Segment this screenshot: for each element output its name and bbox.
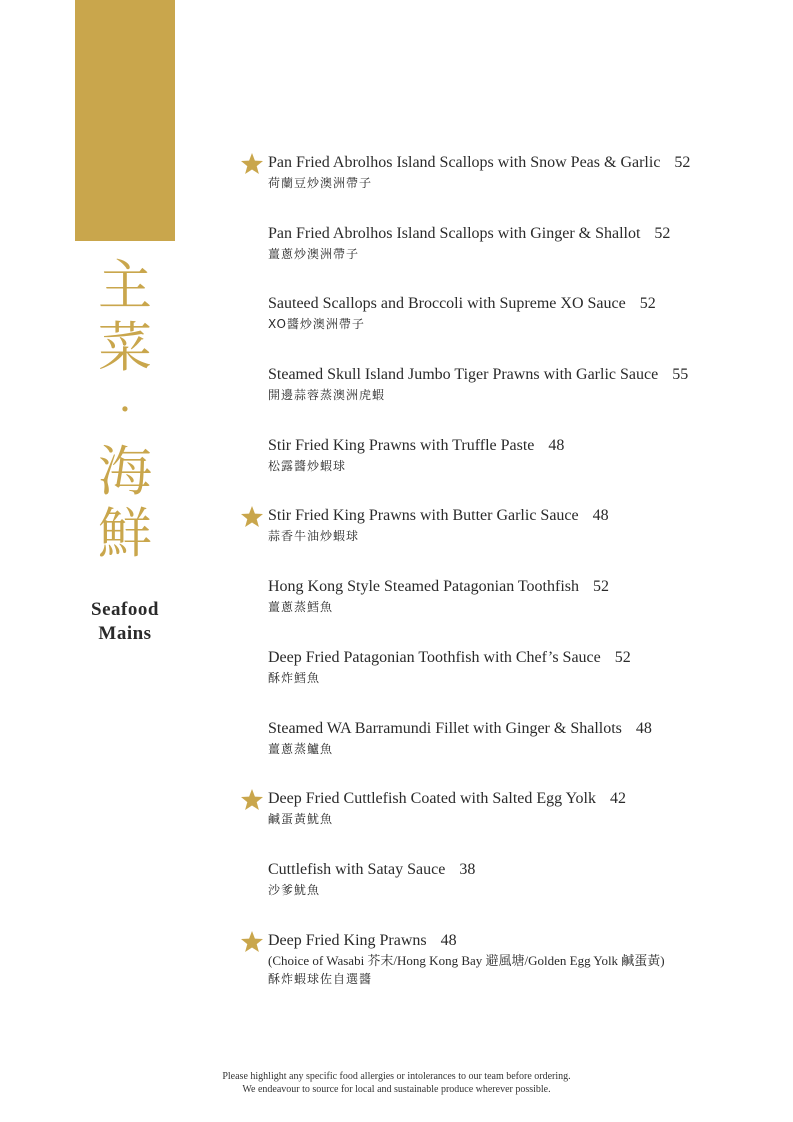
menu-item [268, 223, 758, 294]
menu-item-price: 48 [592, 507, 609, 525]
footer-line: We endeavour to source for local and sustainable produce wherever possible. [242, 1083, 551, 1095]
menu-item-name: Steamed WA Barramundi Fillet with Ginger & Shallots [268, 719, 622, 737]
menu-item-title-line [268, 576, 758, 598]
menu-item [268, 505, 758, 576]
menu-item-chinese-name: 松露醬炒蝦球 [268, 458, 347, 473]
menu-item-chinese-name: 薑蔥蒸鱸魚 [268, 741, 334, 756]
menu-item-name: Deep Fried Cuttlefish Coated with Salted Egg Yolk [268, 790, 596, 808]
gold-header-bar [75, 0, 175, 241]
menu-item-name: Steamed Skull Island Jumbo Tiger Prawns with Garlic Sauce [268, 366, 659, 384]
menu-item [268, 788, 758, 859]
menu-item-price: 42 [609, 790, 626, 808]
star-icon [240, 505, 264, 529]
menu-item-price: 52 [614, 648, 631, 666]
menu-item-chinese-name: 薑蔥蒸鱈魚 [268, 600, 334, 615]
menu-item-name: Cuttlefish with Satay Sauce [268, 860, 446, 878]
chinese-title-char: 菜 [98, 316, 152, 379]
english-section-title [75, 598, 175, 646]
menu-item [268, 293, 758, 364]
menu-item-chinese-name: 薑蔥炒澳洲帶子 [268, 246, 360, 261]
menu-item-name: Deep Fried King Prawns [268, 931, 427, 949]
menu-item-name: Deep Fried Patagonian Toothfish with Chef’s Sauce [268, 648, 601, 666]
menu-item-chinese-name: XO醬炒澳洲帶子 [268, 317, 365, 332]
chinese-title-dot: · [118, 387, 132, 433]
menu-item-title-line [268, 505, 758, 527]
menu-list [268, 152, 758, 1000]
menu-item-name: Stir Fried King Prawns with Truffle Paste [268, 436, 535, 454]
menu-item-name: Pan Fried Abrolhos Island Scallops with Snow Peas & Garlic [268, 154, 661, 171]
chinese-title-char: 海 [98, 440, 152, 503]
menu-item-title-line [268, 788, 758, 810]
menu-item-chinese-name: 開邊蒜蓉蒸澳洲虎蝦 [268, 388, 386, 403]
menu-item [268, 576, 758, 647]
english-title-line: Mains [98, 623, 152, 644]
menu-item-price: 55 [672, 366, 689, 384]
menu-item-chinese-name: 鹹蛋黃魷魚 [268, 812, 334, 827]
menu-item-choice: (Choice of Wasabi 芥末/Hong Kong Bay 避風塘/Golden Egg Yolk 鹹蛋黃) [268, 952, 665, 968]
menu-item [268, 647, 758, 718]
menu-item-title-line [268, 930, 758, 952]
menu-item-title-line [268, 647, 758, 669]
menu-item-name: Sauteed Scallops and Broccoli with Supreme XO Sauce [268, 295, 626, 313]
menu-item [268, 364, 758, 435]
menu-item-title-line [268, 435, 758, 457]
menu-item [268, 859, 758, 930]
menu-item-title-line [268, 718, 758, 740]
menu-item-title-line [268, 223, 758, 245]
menu-item [268, 435, 758, 506]
footer-note [0, 1071, 793, 1096]
chinese-title-char: 鮮 [98, 502, 152, 565]
menu-item-name: Stir Fried King Prawns with Butter Garlic Sauce [268, 507, 579, 525]
chinese-title-char: 主 [98, 254, 152, 317]
english-title-line: Seafood [91, 599, 159, 620]
star-icon [240, 152, 264, 176]
menu-item-chinese-name: 蒜香牛油炒蝦球 [268, 529, 360, 544]
menu-item-chinese-name: 沙爹魷魚 [268, 882, 321, 897]
menu-item-title-line [268, 859, 758, 881]
menu-item-name: Pan Fried Abrolhos Island Scallops with Ginger & Shallot [268, 224, 641, 242]
menu-item-chinese-name: 酥炸蝦球佐自選醬 [268, 971, 373, 986]
menu-item-price: 48 [635, 719, 652, 737]
menu-item-price: 52 [654, 224, 671, 242]
menu-item-price: 48 [548, 436, 565, 454]
star-icon [240, 930, 264, 954]
menu-item [268, 930, 758, 1001]
menu-item-price: 52 [593, 578, 609, 596]
menu-item-chinese-name: 酥炸鱈魚 [268, 670, 321, 685]
menu-item-price: 48 [440, 931, 457, 949]
menu-item-price: 52 [674, 154, 691, 171]
menu-item-title-line [268, 364, 758, 386]
menu-item-name: Hong Kong Style Steamed Patagonian Toothfish [268, 578, 579, 596]
menu-item [268, 718, 758, 789]
menu-item-price: 52 [639, 295, 656, 313]
menu-item-title-line [268, 293, 758, 315]
footer-line: Please highlight any specific food allergies or intolerances to our team before ordering. [222, 1071, 571, 1082]
menu-item [268, 152, 758, 223]
menu-item-price: 38 [459, 860, 476, 878]
menu-item-chinese-name: 荷蘭豆炒澳洲帶子 [268, 176, 373, 190]
star-icon [240, 788, 264, 812]
menu-item-title-line [268, 152, 758, 174]
chinese-section-title [75, 255, 175, 565]
